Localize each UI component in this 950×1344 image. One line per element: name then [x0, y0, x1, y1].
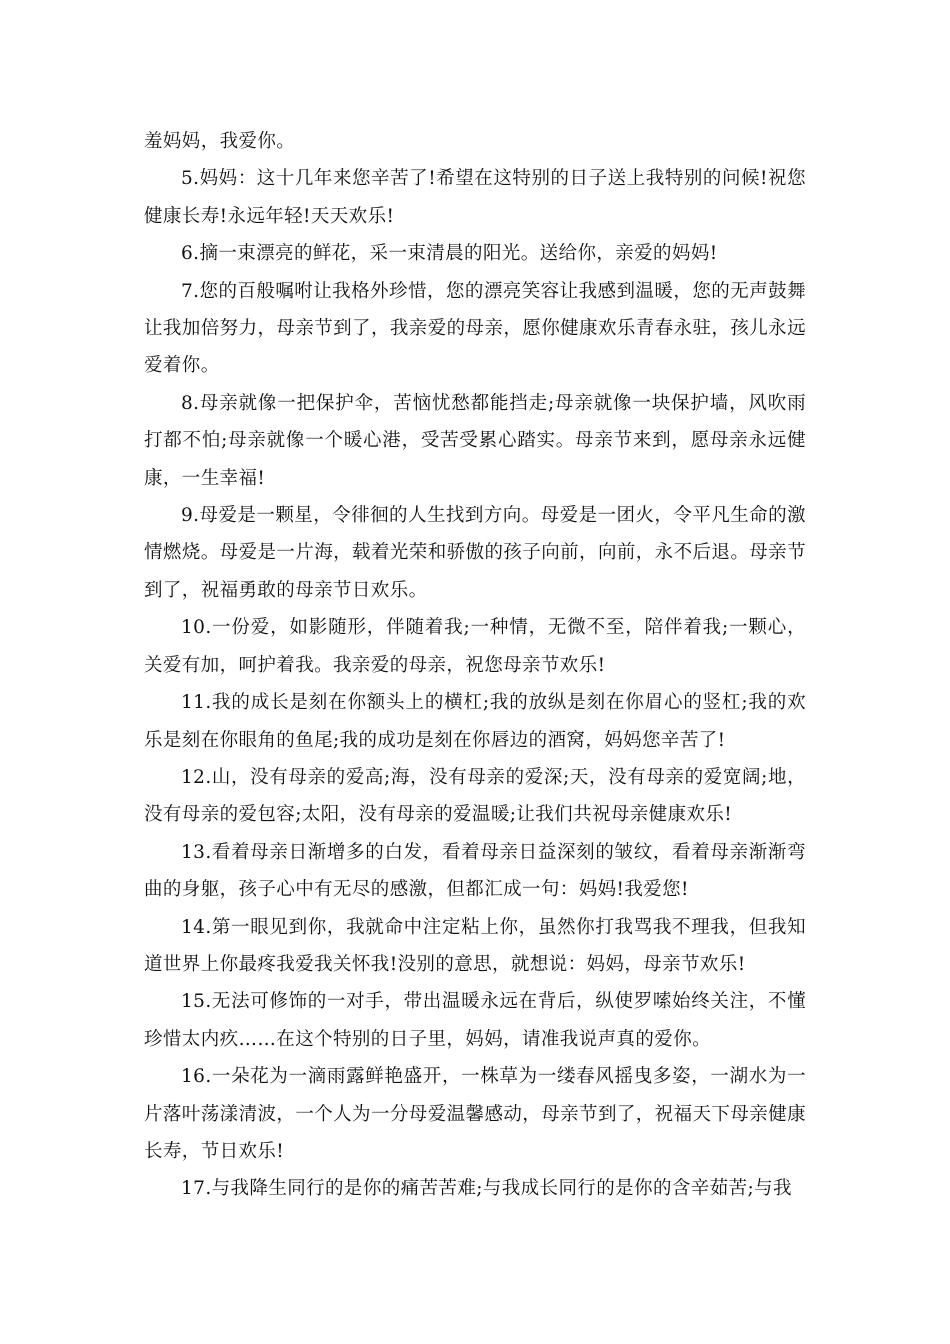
paragraph-item-6: 6.摘一束漂亮的鲜花，采一束清晨的阳光。送给你，亲爱的妈妈!	[181, 243, 718, 265]
paragraph-item-7: 7.您的百般嘱咐让我格外珍惜，您的漂亮笑容让我感到温暖，您的无声鼓舞让我加倍努力，母亲节到了，我亲爱的母亲，愿你健康欢乐青春永驻，孩儿永远爱着你。	[144, 280, 806, 377]
paragraph-item-13: 13.看着母亲日渐增多的白发，看着母亲日益深刻的皱纹，看着母亲渐渐弯曲的身躯，孩子心中有无尽的感激，但都汇成一句：妈妈!我爱您!	[144, 841, 806, 901]
paragraph-item-15: 15.无法可修饰的一对手，带出温暖永远在背后，纵使罗嗦始终关注，不懂珍惜太内疚……在这个特别的日子里，妈妈，请准我说声真的爱你。	[144, 991, 806, 1050]
paragraph-continuation: 羞妈妈，我爱你。	[144, 131, 296, 152]
paragraph-item-9: 9.母爱是一颗星，令徘徊的人生找到方向。母爱是一团火，令平凡生命的激情燃烧。母爱是一片海，载着光荣和骄傲的孩子向前，向前，永不后退。母亲节到了，祝福勇敢的母亲节日欢乐。	[144, 505, 806, 601]
paragraph-item-11: 11.我的成长是刻在你额头上的横杠;我的放纵是刻在你眉心的竖杠;我的欢乐是刻在你眼角的鱼尾;我的成功是刻在你唇边的酒窝，妈妈您辛苦了!	[144, 692, 806, 751]
paragraph-item-17: 17.与我降生同行的是你的痛苦苦难;与我成长同行的是你的含辛茹苦;与我	[181, 1178, 792, 1200]
document-body	[144, 123, 806, 1208]
paragraph-item-12: 12.山，没有母亲的爱高;海，没有母亲的爱深;天，没有母亲的爱宽阔;地，没有母亲的爱包容;太阳，没有母亲的爱温暖;让我们共祝母亲健康欢乐!	[144, 766, 806, 826]
paragraph-item-10: 10.一份爱，如影随形，伴随着我;一种情，无微不至，陪伴着我;一颗心，关爱有加，呵护着我。我亲爱的母亲，祝您母亲节欢乐!	[144, 617, 806, 676]
paragraph-item-14: 14.第一眼见到你，我就命中注定粘上你，虽然你打我骂我不理我，但我知道世界上你最疼我爱我关怀我!没别的意思，就想说：妈妈，母亲节欢乐!	[144, 916, 806, 975]
paragraph-item-5: 5.妈妈：这十几年来您辛苦了!希望在这特别的日子送上我特别的问候!祝您健康长寿!永远年轻!天天欢乐!	[144, 168, 806, 227]
paragraph-item-16: 16.一朵花为一滴雨露鲜艳盛开，一株草为一缕春风摇曳多姿，一湖水为一片落叶荡漾清波，一个人为一分母爱温馨感动，母亲节到了，祝福天下母亲健康长寿，节日欢乐!	[144, 1066, 806, 1162]
paragraph-item-8: 8.母亲就像一把保护伞，苦恼忧愁都能挡走;母亲就像一块保护墙，风吹雨打都不怕;母亲就像一个暖心港，受苦受累心踏实。母亲节来到，愿母亲永远健康，一生幸福!	[144, 392, 806, 489]
